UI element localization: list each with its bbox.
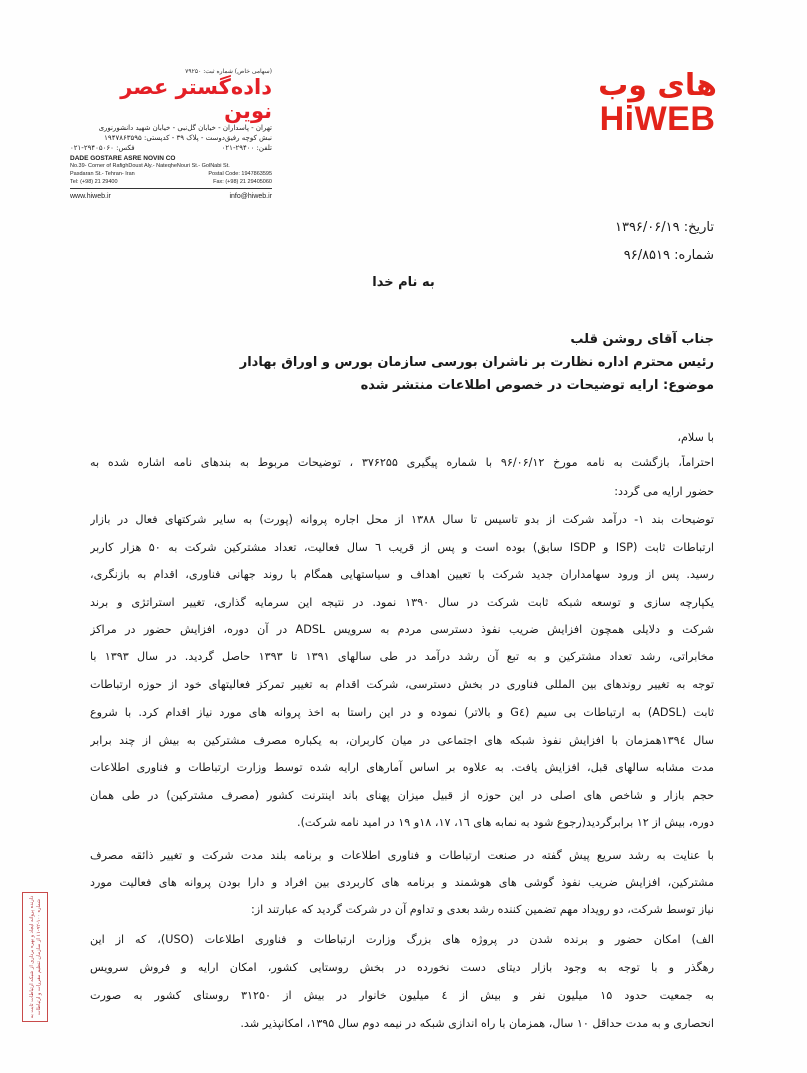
- body-line: ثابت (ADSL) به ارتباطات بی سیم (G٤ و بالاتر) نموده و در این راستا به اخذ پروانه های مورد نیاز اقدام کرد. با شروع: [90, 706, 714, 719]
- body-line: مدت مشابه سالهای قبل، افزایش یافت. به علاوه بر اساس آمارهای ارایه شده توسط وزارت ارتباطات و فناوری اطلاعات: [90, 761, 714, 774]
- logo-text-fa: های وب: [598, 68, 717, 103]
- company-name-fa: داده‌گستر عصر نوین: [120, 75, 272, 123]
- license-side-note: [22, 892, 48, 1022]
- address-fa-line-2: نبش کوچه رفیق‌دوست - پلاک ۳۹ - کدپستی: ۱۹۴۷۸۶۳۵۹۵: [104, 134, 272, 142]
- fax-fa: فکس: ۲۹۴۰۵۰۶۰-۰۲۱: [70, 144, 135, 152]
- body-line: حضور ارایه می گردد:: [614, 485, 714, 498]
- body-line: حجم بازار و شاخص های اصلی در این حوزه از قبیل میزان پهنای باند اینترنت کشور (مصرف مشترکین) در طی همان: [90, 789, 714, 802]
- letterhead-divider: [70, 188, 272, 189]
- body-line: ارتباطات ثابت (ISP و ISDP سابق) بوده است و پس از قریب ٦ سال فعالیت، تعداد مشترکین شرکت به ۵۰ هزار کاربر: [90, 541, 714, 554]
- phone-fax-fa: [70, 143, 272, 153]
- email-link[interactable]: info@hiweb.ir: [229, 193, 272, 200]
- body-line: نیاز توسط شرکت، دو رویداد مهم تضمین کننده رشد بعدی و تداوم آن در شرکت گردید که عبارتند از:: [251, 903, 714, 916]
- letter-subject: موضوع: ارایه توضیحات در خصوص اطلاعات منتشر شده: [360, 378, 714, 393]
- hiweb-logo: [585, 70, 730, 138]
- body-line: توجه به تغییر روندهای بین المللی فناوری در بخش دسترسی، شرکت اقدام به تغییر تمرکز فعالیتهای خود از حوزه ارتباطات: [90, 678, 714, 691]
- license-text: دارنده پروانه ایجاد و بهره برداری از شبکه ارتباطات ثابت به شماره ۱۰۰-۹۲-۱۱ از سازمان تنظیم مقررات و ارتباطات: [29, 895, 42, 1019]
- postal-code-en: Postal Code: 1947863595: [208, 171, 272, 177]
- web-contacts: [70, 193, 272, 200]
- address-en-line-2: [70, 170, 272, 178]
- body-line: با سلام،: [677, 431, 714, 444]
- tel-en: Tel: (+98) 21 29400: [70, 179, 118, 185]
- company-name-en: DADE GOSTARE ASRE NOVIN CO: [70, 155, 176, 162]
- registration-number: (سهامی خاص) شماره ثبت: ۷۹۲۵۰: [185, 68, 272, 75]
- tel-fa: تلفن: ۲۹۴۰۰-۰۲۱: [221, 144, 272, 152]
- recipient-name: جناب آقای روشن قلب: [570, 332, 714, 347]
- letter-number: شماره: ۹۶/۸۵۱۹: [623, 248, 714, 263]
- body-line: مشترکین، افزایش ضریب نفوذ گوشی های هوشمند و برنامه های کاربردی بین افراد و دارا بودن پروانه های فعالیت مورد: [90, 876, 714, 889]
- body-line: احتراماً، بازگشت به نامه مورخ ۹۶/۰۶/۱۲ با شماره پیگیری ۳۷۶۲۵۵ ، توضیحات مربوط به بندهای نامه اشاره شده به: [90, 456, 714, 469]
- logo-text-en: HiWEB: [599, 100, 716, 138]
- body-line: رسید. پس از ورود سهامداران جدید شرکت با تعیین اهداف و سیاستهایی همگام با روند جهانی فناوری، اقدام به بازنگری،: [90, 568, 714, 581]
- address-en-line-1: No.39- Corner of RafighDoust Aly.- NateqheNouri St.- GolNabi St.: [70, 163, 230, 169]
- body-line: سال ۱۳۹٤همزمان با افزایش نفوذ شبکه های اجتماعی در میان کاربران، به یکباره مصرف مشترکین به بیش از چند برابر: [90, 734, 714, 747]
- body-line: انحصاری و به مدت حداقل ۱۰ سال، همزمان با راه اندازی شبکه در نیمه دوم سال ۱۳۹۵، امکانپذیر شد.: [240, 1017, 714, 1030]
- body-line: دوره، بیش از ۱۲ برابرگردید(رجوع شود به نمابه های ۱٦، ۱۷، ۱۸و ۱۹ در امید نامه شرکت).: [297, 816, 714, 829]
- address-en-city: Pasdaran St.- Tehran- Iran: [70, 171, 135, 177]
- body-line: رهگذر و با توجه به وجود بازار دیتای دست نخورده در بخش روستایی کشور، امکان ارایه و فروش سرویس: [90, 961, 714, 974]
- website-link[interactable]: www.hiweb.ir: [70, 193, 111, 200]
- address-fa-line-1: تهران - پاسداران - خیابان گل‌نبی - خیابان شهید دانشورنوری: [98, 124, 272, 132]
- letterhead: [70, 68, 272, 200]
- body-line: مخابراتی، رشد تعداد مشترکین و به تبع آن رشد درآمد در طی سالهای ۱۳۹۱ تا ۱۳۹۳ حاصل گردید. در سال ۱۳۹۳ با: [90, 650, 714, 663]
- phone-fax-en: [70, 178, 272, 186]
- recipient-title: رئیس محترم اداره نظارت بر ناشران بورسی سازمان بورس و اوراق بهادار: [239, 355, 714, 370]
- body-line: به جمعیت حدود ۱۵ میلیون نفر و بیش از ٤ میلیون خانوار در بیش از ۳۱۲۵۰ روستای کشور به صورت: [90, 989, 714, 1002]
- body-line: با عنایت به رشد سریع پیش گفته در صنعت ارتباطات و فناوری اطلاعات و برنامه بلند مدت شرکت و تغییر ذائقه مصرف: [90, 849, 714, 862]
- body-line: توضیحات بند ۱- درآمد شرکت از بدو تاسیس تا سال ۱۳۸۸ از محل اجاره پروانه (پورت) به سایر شرکتهای فعال در بازار: [90, 513, 714, 526]
- body-line: یکپارچه سازی و توسعه شبکه ثابت شرکت در سال ۱۳۹۰ نمود. در نتیجه این سرمایه گذاری، تغییر استراتژی و برند: [90, 596, 714, 609]
- basmala: به نام خدا: [372, 275, 435, 290]
- body-line: شرکت و دلایلی همچون افزایش ضریب نفوذ دسترسی مردم به سرویس ADSL در آن دوره، افزایش حضور در مراکز: [90, 623, 714, 636]
- fax-en: Fax: (+98) 21 29405060: [213, 179, 272, 185]
- body-line: الف) امکان حضور و برنده شدن در پروژه های بزرگ وزارت ارتباطات و فناوری اطلاعات (USO)، که از این: [90, 933, 714, 946]
- letter-date: تاریخ: ۱۳۹۶/۰۶/۱۹: [614, 220, 714, 235]
